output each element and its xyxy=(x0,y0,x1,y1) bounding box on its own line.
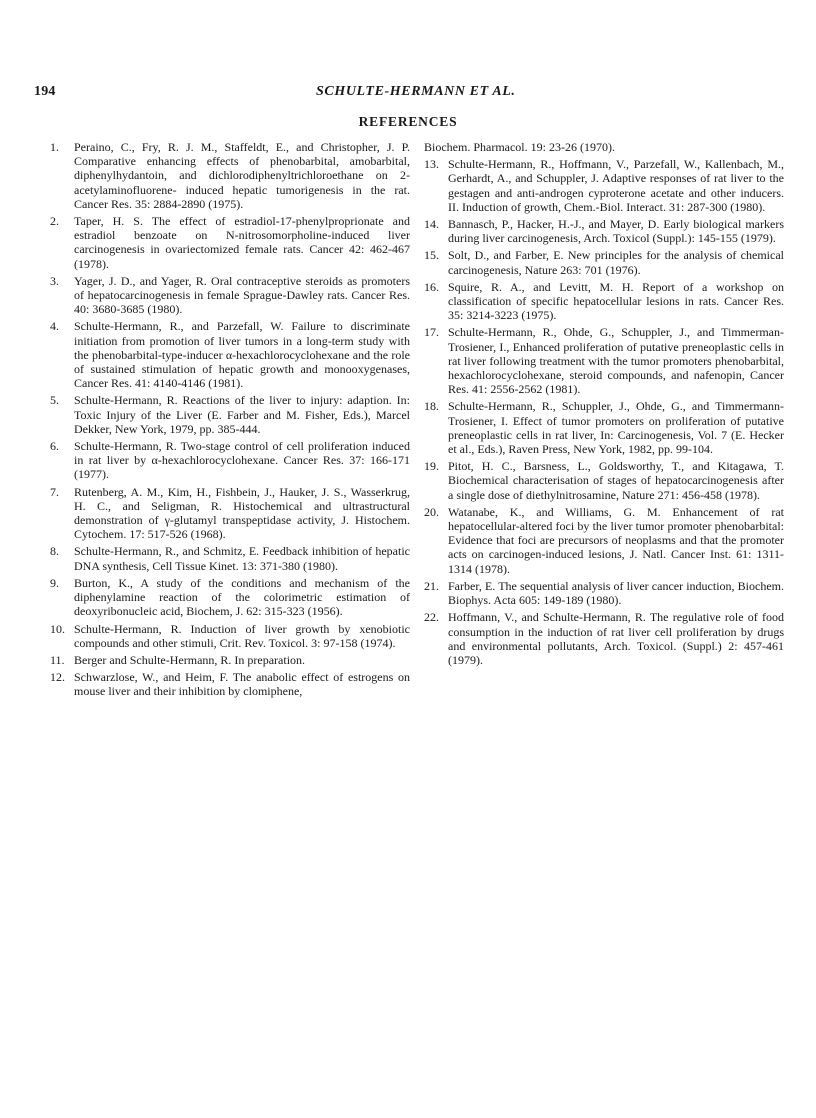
reference-text: Taper, H. S. The effect of estradiol-17-phenylproprionate and estradiol benzoate on N-nitrosomorpholine-induced liver carcinogenesis in ovariectomized female rats. Cancer 42: 462-467 (1978). xyxy=(74,214,410,271)
reference-number: 6. xyxy=(50,439,59,454)
reference-number: 21. xyxy=(424,578,439,593)
reference-number: 1. xyxy=(50,140,59,154)
reference-item xyxy=(424,459,784,502)
reference-item xyxy=(424,280,784,323)
section-title: REFERENCES xyxy=(358,114,458,129)
reference-item xyxy=(424,325,784,396)
reference-item xyxy=(50,544,410,572)
reference-number: 4. xyxy=(50,319,59,334)
reference-item xyxy=(424,579,784,607)
reference-item xyxy=(50,576,410,619)
reference-item xyxy=(50,274,410,317)
reference-item xyxy=(424,157,784,214)
reference-text: Burton, K., A study of the conditions and mechanism of the diphenylamine reaction of the colorimetric estimation of deoxyribonucleic acid, Biochem, J. 62: 315-323 (1956). xyxy=(74,575,410,619)
reference-item xyxy=(424,399,784,456)
reference-item xyxy=(50,393,410,436)
reference-number: 8. xyxy=(50,544,59,559)
reference-number: 16. xyxy=(424,279,439,294)
reference-item xyxy=(424,217,784,245)
reference-text: Schulte-Hermann, R., Schuppler, J., Ohde, G., and Timmermann-Trosiener, I. Effect of tumor promoters on proliferation of putative preneoplastic cells in rat liver, In: Carcinogenesis, Vol. 7 (E. Hecker et al., Eds.), Raven Press, New York, 1982, pp. 99-104. xyxy=(448,399,784,457)
reference-number: 7. xyxy=(50,484,59,499)
reference-text: Rutenberg, A. M., Kim, H., Fishbein, J., Hauker, J. S., Wasserkrug, H. C., and Seligman, R. Histochemical and ultrastructural demonstration of γ-glutamyl transpeptidase activity, J. Histochem. Cytochem. 17: 517-526 (1968). xyxy=(74,484,410,542)
reference-item xyxy=(424,505,784,576)
reference-item xyxy=(50,439,410,482)
reference-text: Berger and Schulte-Hermann, R. In preparation. xyxy=(74,652,306,667)
reference-number: 11. xyxy=(50,652,65,667)
reference-text: Farber, E. The sequential analysis of liver cancer induction, Biochem. Biophys. Acta 605: 149-189 (1980). xyxy=(448,578,784,608)
reference-number: 3. xyxy=(50,273,59,288)
reference-number: 13. xyxy=(424,157,439,172)
reference-number: 12. xyxy=(50,670,65,685)
reference-number: 9. xyxy=(50,575,59,590)
reference-text: Yager, J. D., and Yager, R. Oral contraceptive steroids as promoters of hepatocarcinogenesis in female Sprague-Dawley rats. Cancer Res. 40: 3680-3685 (1980). xyxy=(74,273,410,317)
reference-text: Bannasch, P., Hacker, H.-J., and Mayer, D. Early biological markers during liver carcinogenesis, Arch. Toxicol (Suppl.): 145-155 (1979). xyxy=(448,217,784,246)
reference-item xyxy=(50,622,410,650)
reference-text: Schulte-Hermann, R., Ohde, G., Schuppler, J., and Timmerman-Trosiener, I., Enhanced proliferation of putative preneoplastic cells in rat liver following treatment with the tumor promoters phenobarbital, hexachlorocyclohexane, steroid compounds, and nafenopin, Cancer Res. 41: 2556-2562 (1981). xyxy=(448,325,784,397)
reference-number: 5. xyxy=(50,393,59,408)
reference-item xyxy=(50,214,410,271)
reference-number: 15. xyxy=(424,248,439,263)
reference-number: 10. xyxy=(50,621,65,636)
reference-text: Schulte-Hermann, R., Hoffmann, V., Parzefall, W., Kallenbach, M., Gerhardt, A., and Schuppler, J. Adaptive responses of rat liver to the gestagen and anti-androgen cyproterone acetate and other inducers. II. Induction of growth, Chem.-Biol. Interact. 31: 287-300 (1980). xyxy=(448,157,784,214)
reference-number: 14. xyxy=(424,217,439,232)
reference-text: Schulte-Hermann, R. Two-stage control of cell proliferation induced in rat liver by α-hexachlorocyclohexane. Cancer Res. 37: 166-171 (1977). xyxy=(74,439,410,482)
running-head: SCHULTE-HERMANN ET AL. xyxy=(316,84,516,99)
reference-item xyxy=(424,610,784,667)
reference-text: Squire, R. A., and Levitt, M. H. Report of a workshop on classification of specific hepatocellular lesions in rats. Cancer Res. 35: 3214-3223 (1975). xyxy=(448,279,784,323)
reference-number: 18. xyxy=(424,399,439,414)
reference-text: Schwarzlose, W., and Heim, F. The anabolic effect of estrogens on mouse liver and their inhibition by clomiphene, xyxy=(74,670,410,699)
reference-item xyxy=(424,248,784,276)
reference-number: 2. xyxy=(50,214,59,229)
reference-item xyxy=(50,653,410,667)
left-reference-column xyxy=(50,140,410,702)
reference-continuation: Biochem. Pharmacol. 19: 23-26 (1970). xyxy=(424,140,615,154)
reference-text: Schulte-Hermann, R., and Parzefall, W. Failure to discriminate initiation from promotion of liver tumors in a long-term study with the phenobarbital-type-inducer α-hexachlorocyclohexane and the role of sustained stimulation of hepatic growth and monooxygenases, Cancer Res. 41: 4140-4146 (1981). xyxy=(74,319,410,391)
reference-item xyxy=(50,670,410,698)
reference-text: Watanabe, K., and Williams, G. M. Enhancement of rat hepatocellular-altered foci by the liver tumor promoter phenobarbital: Evidence that foci are precursors of neoplasms and that the promoter acts on carcinogen-induced lesions, J. Natl. Cancer Inst. 61: 1311-1314 (1978). xyxy=(448,504,784,576)
reference-text: Schulte-Hermann, R. Induction of liver growth by xenobiotic compounds and other stimuli, Crit. Rev. Toxicol. 3: 97-158 (1974). xyxy=(74,621,410,650)
reference-number: 17. xyxy=(424,325,439,340)
reference-text: Peraino, C., Fry, R. J. M., Staffeldt, E., and Christopher, J. P. Comparative enhancing effects of phenobarbital, amobarbital, diphenylhydantoin, and dichlorodiphenyltrichloroethane on 2-acetylaminofluorene- induced hepatic tumorigenesis in the rat. Cancer Res. 35: 2884-2890 (1975). xyxy=(74,140,410,211)
page-number: 194 xyxy=(34,84,56,99)
reference-text: Schulte-Hermann, R., and Schmitz, E. Feedback inhibition of hepatic DNA synthesis, Cell Tissue Kinet. 13: 371-380 (1980). xyxy=(74,544,410,573)
reference-text: Pitot, H. C., Barsness, L., Goldsworthy, T., and Kitagawa, T. Biochemical characterisation of stages of hepatocarcinogenesis after a single dose of diethylnitrosamine, Nature 271: 456-458 (1978). xyxy=(448,459,784,502)
reference-item xyxy=(50,485,410,542)
right-reference-column xyxy=(424,140,784,670)
reference-number: 22. xyxy=(424,610,439,625)
reference-item xyxy=(50,140,410,211)
reference-item xyxy=(50,319,410,390)
reference-text: Hoffmann, V., and Schulte-Hermann, R. The regulative role of food consumption in the induction of rat liver cell proliferation by drugs and environmental pollutants, Arch. Toxicol. (Suppl.) 2: 457-461 (1979). xyxy=(448,610,784,667)
reference-number: 19. xyxy=(424,459,439,474)
reference-number: 20. xyxy=(424,504,439,519)
reference-text: Solt, D., and Farber, E. New principles for the analysis of chemical carcinogenesis, Nature 263: 701 (1976). xyxy=(448,248,784,277)
reference-text: Schulte-Hermann, R. Reactions of the liver to injury: adaption. In: Toxic Injury of the Liver (E. Farber and M. Fisher, Eds.), Marcel Dekker, New York, 1979, pp. 385-444. xyxy=(74,393,410,436)
